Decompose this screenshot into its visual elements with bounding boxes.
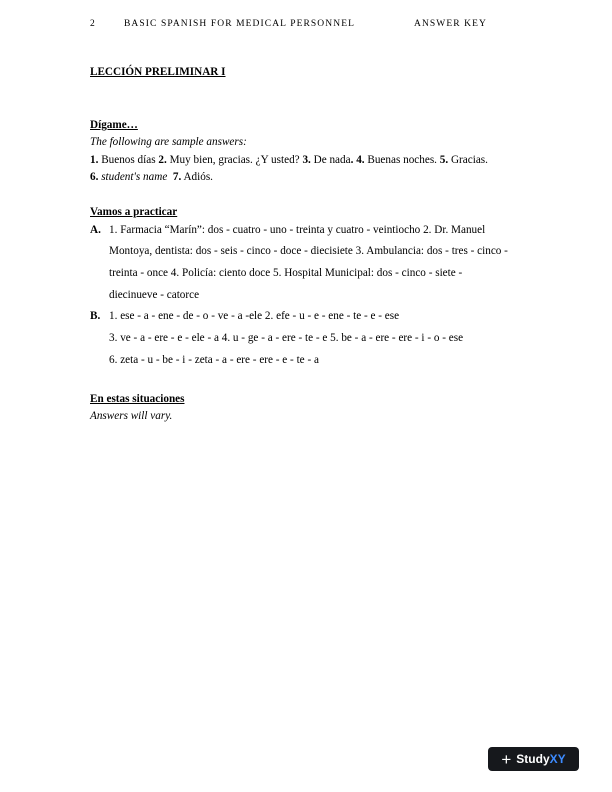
exercise-a-line: treinta - once 4. Policía: ciento doce 5. Hospital Municipal: dos - cinco - siete -: [109, 266, 463, 279]
situaciones-text: Answers will vary.: [90, 410, 173, 423]
exercise-a-line: diecinueve - catorce: [109, 288, 200, 301]
page-number: 2: [90, 19, 96, 29]
exercise-b: [90, 308, 540, 369]
plus-icon: +: [501, 749, 512, 769]
answer-text: Buenos días: [98, 153, 159, 166]
answer-text: Adiós.: [181, 171, 213, 183]
answer-text: Buenas noches.: [364, 153, 440, 166]
lesson-title: LECCIÓN PRELIMINAR I: [90, 66, 226, 78]
exercise-a-line: 1. Farmacia “Marín”: dos - cuatro - uno - treinta y cuatro - veintiocho 2. Dr. Manuel: [109, 223, 486, 236]
exercise-a-line: Montoya, dentista: dos - seis - cinco - doce - diecisiete 3. Ambulancia: dos - tres - cinco -: [109, 245, 508, 258]
digame-heading: Dígame…: [90, 118, 138, 131]
answer-text: De nada: [310, 153, 351, 166]
exercise-b-line: 3. ve - a - ere - e - ele - a 4. u - ge - a - ere - te - e 5. be - a - ere - ere - i - o - ese: [109, 331, 464, 344]
vamos-heading: Vamos a practicar: [90, 206, 178, 218]
studyxy-badge[interactable]: [488, 747, 579, 771]
answer-text: student's name: [98, 171, 168, 183]
answer-number: . 4.: [350, 153, 365, 166]
exercise-b-line: 6. zeta - u - be - i - zeta - a - ere - ere - e - te - a: [109, 353, 319, 366]
situaciones-heading: En estas situaciones: [90, 392, 185, 405]
answer-number: 1.: [90, 153, 99, 166]
digame-answers-line-2: [90, 169, 540, 187]
exercise-marker: B.: [90, 310, 101, 323]
exercise-b-line: 1. ese - a - ene - de - o - ve - a -ele 2. efe - u - e - ene - te - e - ese: [109, 310, 400, 323]
exercise-a: [90, 222, 540, 305]
book-title: BASIC SPANISH FOR MEDICAL PERSONNEL: [124, 19, 355, 29]
brand-logo: StudyXY: [516, 752, 566, 766]
answer-text: Muy bien, gracias. ¿Y usted?: [166, 153, 303, 166]
answer-number: 2.: [158, 153, 167, 166]
digame-answers-line-1: [90, 152, 540, 170]
answer-number: 6.: [90, 171, 99, 183]
answer-number: 3.: [302, 153, 311, 166]
page-content: [90, 64, 540, 426]
answer-text: Gracias.: [448, 153, 488, 166]
digame-intro: The following are sample answers:: [90, 136, 247, 148]
exercise-marker: A.: [90, 223, 101, 236]
answer-number: 5.: [439, 153, 449, 166]
answer-number: 7.: [172, 171, 182, 183]
section-label: ANSWER KEY: [414, 19, 488, 29]
